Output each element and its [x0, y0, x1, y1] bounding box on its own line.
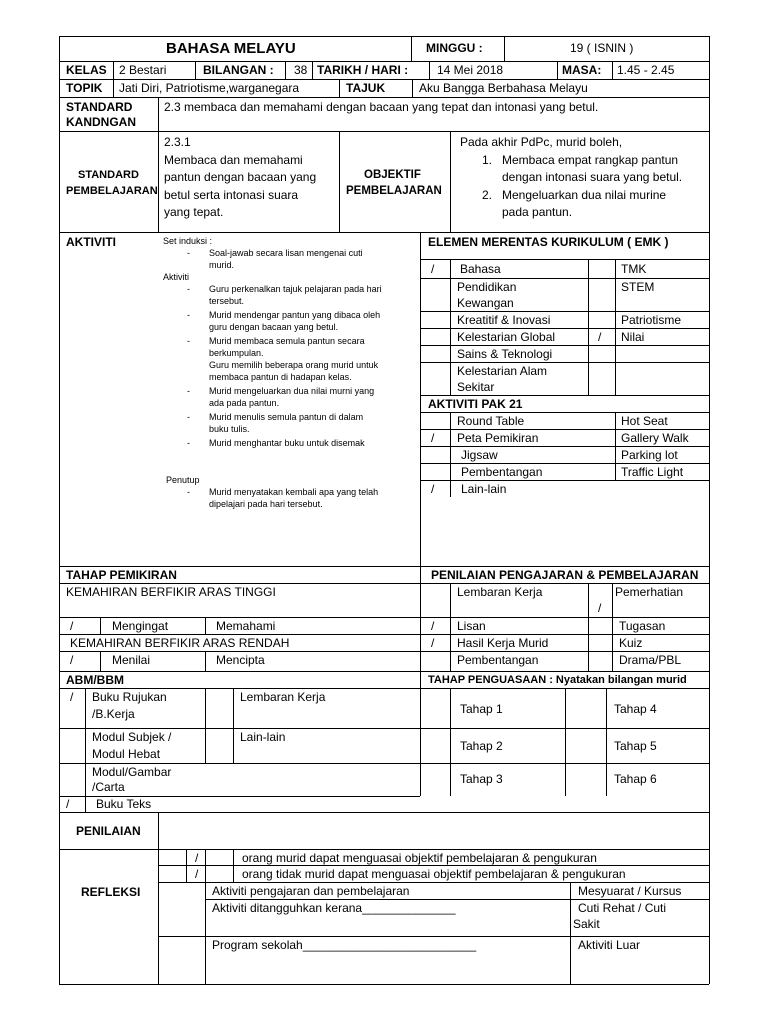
rule [59, 79, 709, 80]
text-line: - Soal-jawab secara lisan mengenai cuti [209, 248, 363, 258]
closing-text [166, 474, 378, 510]
rule [565, 688, 566, 796]
rule [195, 61, 196, 79]
emk-item: Kelestarian Global [457, 330, 556, 344]
rule [59, 566, 709, 567]
text-line: guru dengan bacaan yang betul. [209, 322, 339, 332]
main-activity-heading: Aktiviti [163, 272, 190, 282]
rule [59, 984, 709, 985]
pak21-item: Jigsaw [461, 448, 498, 462]
rule [158, 882, 709, 883]
assessment-mark: / [598, 601, 602, 615]
text-line: membaca pantun di hadapan kelas. [209, 372, 352, 382]
rule [420, 463, 709, 464]
abm-item: Lain-lain [240, 730, 286, 744]
reflection-item: Cuti Rehat / Cuti [578, 901, 667, 915]
rule [85, 688, 86, 812]
rule [59, 617, 420, 618]
activity-item [163, 411, 382, 435]
rule [59, 131, 709, 132]
assessment-item: Kuiz [619, 636, 643, 650]
abm-item: /B.Kerja [92, 707, 135, 721]
mastery-level: Tahap 3 [460, 772, 503, 786]
rule [205, 899, 709, 900]
abm-item: Modul Subjek / [92, 730, 172, 744]
rule [233, 688, 234, 763]
rule [59, 97, 709, 98]
text-line: - Murid membaca semula pantun secara [209, 336, 365, 346]
text-line: Guru memilih beberapa orang murid untuk [209, 360, 379, 370]
reflection-item: Aktiviti Luar [578, 938, 641, 952]
pak21-item: Gallery Walk [621, 431, 689, 445]
count-label: BILANGAN : [203, 63, 274, 77]
text-line: - Murid mengeluarkan dua nilai murni yang [209, 386, 375, 396]
text-line: yang tepat. [164, 205, 224, 219]
rule [420, 278, 709, 279]
rule [420, 566, 421, 671]
standard-content-text: 2.3 membaca dan memahami dengan bacaan yang tepat dan intonasi yang betul. [164, 100, 599, 114]
date-value: 14 Mei 2018 [437, 63, 504, 77]
rule [100, 651, 101, 671]
objective-label: PEMBELAJARAN [346, 185, 442, 197]
rule [450, 688, 451, 796]
thinking-mark: / [70, 619, 74, 633]
time-value: 1.45 - 2.45 [617, 63, 675, 77]
rule [339, 79, 340, 97]
emk-item: Patriotisme [621, 313, 682, 327]
abm-item: Lembaran Kerja [240, 690, 326, 704]
assessment-item: Drama/PBL [619, 653, 682, 667]
rule [450, 131, 451, 233]
set-induction-heading: Set induksi : [163, 236, 213, 246]
item-number: 1. [482, 152, 493, 167]
emk-item: Kelestarian Alam [457, 364, 548, 378]
emk-item: Sains & Teknologi [457, 347, 553, 361]
abm-mark: / [70, 690, 74, 704]
abm-item: Buku Teks [96, 797, 152, 811]
mastery-level: Tahap 6 [614, 772, 657, 786]
rule [285, 61, 286, 79]
text-line: pada pantun. [502, 205, 573, 219]
text-line: Mengeluarkan dua nilai murine [502, 187, 667, 202]
rule [420, 345, 709, 346]
time-label: MASA: [562, 63, 602, 77]
rule [339, 131, 340, 233]
rule [420, 395, 709, 396]
rule [429, 61, 430, 79]
mastery-level: Tahap 4 [614, 702, 657, 716]
learning-standard-label: PEMBELAJARAN [66, 185, 158, 197]
pak21-item: Lain-lain [461, 482, 507, 496]
item-number: 2. [482, 187, 493, 202]
emk-mark: / [431, 262, 435, 276]
thinking-item: Menilai [112, 653, 151, 667]
mastery-level: Tahap 1 [460, 702, 503, 716]
rule [100, 617, 101, 634]
thinking-item: Memahami [216, 619, 276, 633]
reflection-item: Sakit [573, 917, 600, 931]
rule [158, 936, 709, 937]
rule [59, 36, 709, 37]
rule [450, 259, 451, 395]
rule [450, 583, 451, 671]
rule [412, 79, 413, 97]
emk-item: STEM [621, 280, 655, 294]
text-line: betul serta intonasi suara [164, 187, 299, 202]
pak21-item: Pembentangan [461, 465, 543, 479]
reflection-mark: / [195, 851, 199, 865]
rule [420, 671, 421, 796]
rule [233, 849, 234, 882]
activity-item [163, 486, 378, 510]
text-line: Membaca empat rangkap pantun [502, 152, 679, 167]
pak21-item: Hot Seat [621, 414, 668, 428]
rule [205, 688, 206, 763]
activity-item [163, 335, 382, 383]
activity-item [163, 247, 382, 271]
emk-item: Pendidikan [457, 280, 517, 294]
assessment-item: Tugasan [619, 619, 666, 633]
pak21-heading: AKTIVITI PAK 21 [428, 397, 523, 411]
rule [420, 232, 421, 566]
abm-item: Buku Rujukan [92, 690, 167, 704]
assessment-mark: / [431, 619, 435, 633]
text-line: - Murid mendengar pantun yang dibaca oleh [209, 310, 381, 320]
activity-text [163, 235, 382, 449]
abm-item: Modul/Gambar [92, 765, 172, 779]
text-line: 2.3.1 [164, 135, 191, 149]
rule [113, 61, 114, 97]
week-label: MINGGU : [426, 41, 483, 55]
class-value: 2 Bestari [119, 63, 167, 77]
rule [312, 61, 313, 79]
assessment-item: Pemerhatian [615, 585, 684, 599]
learning-standard-text [164, 134, 316, 222]
week-value: 19 ( ISNIN ) [570, 41, 634, 55]
pak21-mark: / [431, 482, 435, 496]
emk-item: Nilai [621, 330, 645, 344]
rule [615, 259, 616, 395]
text-line: - Murid menghantar buku untuk disemak [209, 438, 365, 448]
rule [420, 480, 709, 481]
text-line: tersebut. [209, 296, 245, 306]
text-line: buku tulis. [209, 424, 250, 434]
rule [612, 61, 613, 79]
text-line: pantun dengan bacaan yang [164, 170, 317, 184]
rule [59, 763, 709, 764]
rule [606, 688, 607, 796]
rule [450, 412, 451, 497]
rule [588, 583, 589, 671]
reflection-item: Aktiviti ditangguhkan kerana______________ [212, 901, 456, 915]
lots-heading: KEMAHIRAN BERFIKIR ARAS RENDAH [70, 636, 290, 650]
activity-item [163, 385, 382, 409]
text-line: murid. [209, 260, 235, 270]
subject-title: BAHASA MELAYU [166, 40, 296, 57]
pak21-item: Round Table [457, 414, 525, 428]
reflection-text: orang tidak murid dapat menguasai objektif pembelajaran & pengukuran [242, 867, 626, 881]
standard-content-label: KANDNGAN [66, 115, 136, 129]
reflection-mark: / [195, 867, 199, 881]
rule [420, 651, 709, 652]
text-line: - Murid menulis semula pantun di dalam [209, 412, 364, 422]
thinking-mark: / [70, 653, 74, 667]
text-line: - Murid menyatakan kembali apa yang telah [209, 487, 379, 497]
text-line: ada pada pantun. [209, 398, 280, 408]
rule [59, 812, 709, 813]
objective-intro: Pada akhir PdPc, murid boleh, [460, 135, 623, 149]
assessment-mark: / [431, 636, 435, 650]
rule [557, 61, 558, 79]
pak21-item: Traffic Light [621, 465, 684, 479]
rule [59, 36, 60, 984]
assessment-heading: PENILAIAN PENGAJARAN & PEMBELAJARAN [431, 568, 699, 582]
emk-item: Kreatitif & Inovasi [457, 313, 551, 327]
emk-item: TMK [621, 262, 647, 276]
reflection-label: REFLEKSI [81, 885, 141, 899]
thinking-heading: TAHAP PEMIKIRAN [66, 568, 177, 582]
abm-item: /Carta [92, 780, 125, 794]
reflection-item: Program sekolah__________________________ [212, 938, 477, 952]
rule [59, 232, 709, 233]
rule [420, 429, 709, 430]
text-line: dengan intonasi suara yang betul. [502, 170, 683, 184]
mastery-level: Tahap 2 [460, 739, 503, 753]
topic-label: TOPIK [66, 81, 103, 95]
objective-list [460, 134, 682, 222]
evaluation-label: PENILAIAN [76, 824, 141, 838]
standard-content-label: STANDARD [66, 100, 133, 114]
rule [420, 412, 709, 413]
hots-heading: KEMAHIRAN BERFIKIR ARAS TINGGI [66, 585, 276, 599]
text-line: dipelajari pada hari tersebut. [209, 499, 323, 509]
emk-item: Sekitar [457, 380, 495, 394]
date-label: TARIKH / HARI : [317, 63, 409, 77]
rule [205, 651, 206, 671]
count-value: 38 [294, 63, 308, 77]
rule [570, 882, 571, 984]
rule [205, 617, 206, 634]
reflection-item: Mesyuarat / Kursus [578, 884, 682, 898]
rule [59, 688, 709, 689]
rule [205, 849, 206, 984]
title-label: TAJUK [346, 81, 386, 95]
thinking-item: Mencipta [216, 653, 265, 667]
rule [59, 651, 420, 652]
rule [158, 97, 159, 233]
emk-item: Kewangan [457, 296, 514, 310]
mastery-level: Tahap 5 [614, 739, 657, 753]
class-label: KELAS [66, 63, 107, 77]
rule [420, 259, 709, 260]
emk-mark: / [598, 330, 602, 344]
activity-item [163, 309, 382, 333]
abm-item: Modul Hebat [92, 747, 161, 761]
assessment-item: Lisan [457, 619, 486, 633]
rule [158, 812, 159, 984]
rule [588, 259, 589, 395]
assessment-item: Hasil Kerja Murid [457, 636, 549, 650]
objective-item [460, 187, 682, 222]
rule [615, 412, 616, 480]
rule [420, 446, 709, 447]
rule [411, 36, 412, 61]
activity-item [163, 437, 382, 449]
objective-label: OBJEKTIF [364, 169, 421, 181]
rule [59, 728, 709, 729]
reflection-text: orang murid dapat menguasai objektif pembelajaran & pengukuran [242, 851, 597, 865]
closing-heading: Penutup [166, 475, 200, 485]
rule [420, 617, 709, 618]
abm-mark: / [66, 797, 70, 811]
rule [504, 36, 505, 61]
emk-item: Bahasa [460, 262, 501, 276]
rule [420, 634, 709, 635]
rule [59, 849, 709, 850]
rule [186, 849, 187, 882]
mastery-heading: TAHAP PENGUASAAN : Nyatakan bilangan murid [428, 674, 687, 686]
rule [420, 362, 709, 363]
text-line: Membaca dan memahami [164, 152, 303, 167]
emk-heading: ELEMEN MERENTAS KURIKULUM ( EMK ) [428, 235, 669, 249]
rule [59, 634, 420, 635]
assessment-item: Lembaran Kerja [457, 585, 543, 599]
pak21-item: Peta Pemikiran [457, 431, 539, 445]
abm-heading: ABM/BBM [66, 673, 124, 687]
activity-item [163, 283, 382, 307]
thinking-item: Mengingat [112, 619, 169, 633]
rule [709, 36, 710, 984]
activity-label: AKTIVITI [66, 235, 116, 249]
assessment-item: Pembentangan [457, 653, 539, 667]
pak21-item: Parking lot [621, 448, 678, 462]
objective-item [460, 152, 682, 187]
title-value: Aku Bangga Berbahasa Melayu [419, 81, 588, 95]
text-line: berkumpulan. [209, 348, 264, 358]
topic-value: Jati Diri, Patriotisme,warganegara [119, 81, 300, 95]
text-line: - Guru perkenalkan tajuk pelajaran pada hari [209, 284, 382, 294]
rule [420, 328, 709, 329]
reflection-item: Aktiviti pengajaran dan pembelajaran [212, 884, 410, 898]
rule [420, 311, 709, 312]
learning-standard-label: STANDARD [78, 169, 139, 181]
pak21-mark: / [431, 431, 435, 445]
rule [59, 671, 709, 672]
rule [612, 583, 613, 671]
